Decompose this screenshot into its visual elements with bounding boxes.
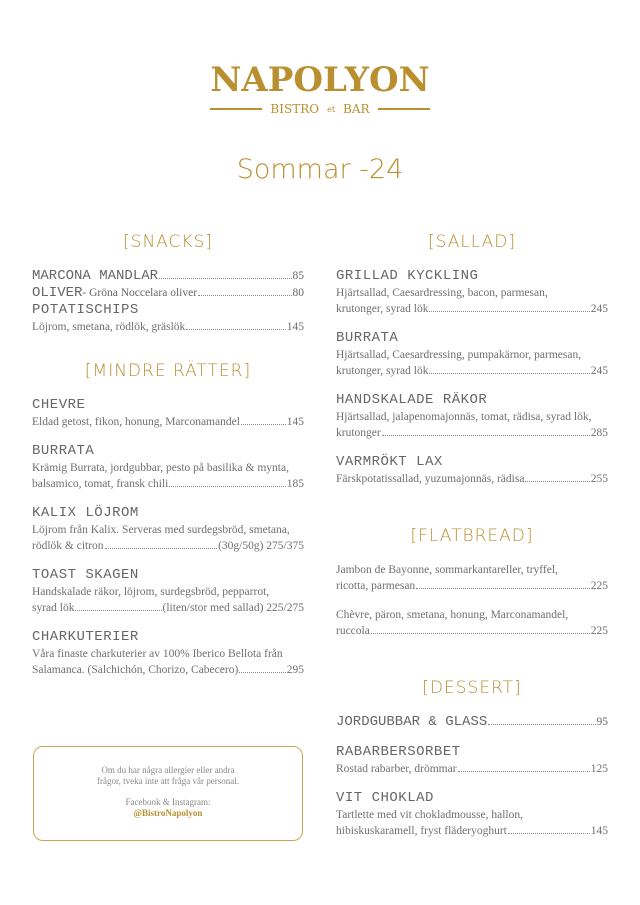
item-name: BURRATA: [32, 443, 95, 459]
dot-leader: [458, 771, 590, 772]
menu-item: [32, 443, 304, 492]
item-price-line: [336, 714, 608, 731]
menu-section: [336, 678, 608, 839]
dot-leader: [488, 724, 595, 725]
menu-item: [336, 744, 608, 777]
item-description: ruccola: [336, 625, 370, 637]
section-title: [DESSERT]: [422, 678, 522, 698]
item-price-line: [336, 823, 608, 839]
menu-item: [336, 562, 608, 594]
item-price-line: [336, 425, 608, 441]
section-title: [FLATBREAD]: [410, 526, 534, 546]
menu-item: [336, 392, 608, 441]
item-price: 225: [590, 580, 608, 592]
item-price-line: [336, 301, 608, 317]
notice-line: frågor, tveka inte att fråga vår personal.: [96, 776, 240, 786]
dot-leader: [186, 329, 285, 330]
item-price: 145: [286, 416, 304, 428]
left-column: [32, 232, 304, 691]
item-price-line: [32, 476, 304, 492]
item-price-line: [32, 268, 304, 285]
item-description: Salamanca. (Salchichón, Chorizo, Cabecero): [32, 664, 239, 676]
item-description: Våra finaste charkuterier av 100% Iberico Bellota från: [32, 648, 283, 660]
dot-leader: [525, 481, 589, 482]
menu-item: [32, 285, 304, 302]
item-description: krutonger, syrad lök: [336, 303, 429, 315]
item-price: 225: [590, 625, 608, 637]
item-name: GRILLAD KYCKLING: [336, 268, 479, 284]
menu-item: [32, 397, 304, 430]
item-description: - Gröna Noccelara oliver: [82, 287, 198, 299]
item-price: 125: [590, 763, 608, 775]
item-description: Löjrom, smetana, rödlök, gräslök: [32, 321, 186, 333]
item-price-line: [336, 623, 608, 639]
item-price-line: [32, 285, 304, 302]
menu-item: [336, 330, 608, 379]
notice-line: Om du har några allergier eller andra: [101, 765, 235, 775]
social-handle: @BistroNapolyon: [133, 808, 203, 818]
item-price-line: [336, 363, 608, 379]
item-price: 245: [590, 365, 608, 377]
menu-section: [32, 361, 304, 678]
menu-item: [32, 302, 304, 335]
item-name: POTATISCHIPS: [32, 302, 139, 318]
section-title: [SNACKS]: [123, 232, 213, 252]
dot-leader: [382, 435, 590, 436]
section-spacer: [32, 335, 304, 361]
item-price: 80: [292, 287, 304, 299]
logo: [0, 60, 640, 116]
dot-leader: [239, 672, 285, 673]
menu-section: [336, 526, 608, 639]
divider: [210, 108, 262, 110]
dot-leader: [198, 295, 291, 296]
item-description: Hjärtsallad, jalapenomajonnäs, tomat, rädisa, syrad lök,: [336, 411, 592, 423]
item-name: KALIX LÖJROM: [32, 505, 139, 521]
item-description: syrad lök: [32, 602, 75, 614]
dot-leader: [169, 486, 285, 487]
divider: [378, 108, 430, 110]
item-price: 285: [590, 427, 608, 439]
item-description: Färskpotatissallad, yuzumajonnäs, rädisa: [336, 473, 525, 485]
dot-leader: [75, 610, 161, 611]
item-description: Hjärtsallad, Caesardressing, bacon, parmesan,: [336, 287, 548, 299]
item-description: rödlök & citron: [32, 540, 104, 552]
menu-item: [336, 268, 608, 317]
social-label: Facebook & Instagram:: [125, 797, 211, 807]
item-price: 255: [590, 473, 608, 485]
item-price: (liten/stor med sallad) 225/275: [162, 602, 304, 614]
item-description: hibiskuskaramell, fryst fläderyoghurt: [336, 825, 507, 837]
dot-leader: [429, 373, 589, 374]
menu-section: [336, 232, 608, 487]
item-name: CHARKUTERIER: [32, 629, 139, 645]
item-description: Chèvre, päron, smetana, honung, Marconamandel,: [336, 609, 569, 621]
item-description: Löjrom från Kalix. Serveras med surdegsbröd, smetana,: [32, 524, 290, 536]
item-price-line: [32, 414, 304, 430]
item-description: krutonger: [336, 427, 381, 439]
item-name: TOAST SKAGEN: [32, 567, 139, 583]
section-title: [MINDRE RÄTTER]: [84, 361, 252, 381]
dot-leader: [105, 548, 218, 549]
dot-leader: [241, 424, 286, 425]
dot-leader: [159, 278, 291, 279]
menu-item: [32, 268, 304, 285]
item-price: 85: [292, 270, 304, 282]
item-price: 295: [286, 664, 304, 676]
dot-leader: [416, 588, 590, 589]
item-description: ricotta, parmesan: [336, 580, 416, 592]
item-price-line: [32, 600, 304, 616]
item-price-line: [336, 578, 608, 594]
dot-leader: [508, 833, 590, 834]
item-name: MARCONA MANDLAR: [32, 268, 159, 284]
right-column: [336, 232, 608, 852]
menu-section: [32, 232, 304, 335]
logo-sub-left: BISTRO: [270, 102, 320, 116]
item-description: Hjärtsallad, Caesardressing, pumpakärnor, parmesan,: [336, 349, 582, 361]
menu-item: [336, 454, 608, 487]
item-description: Handskalade räkor, löjrom, surdegsbröd, pepparrot,: [32, 586, 270, 598]
section-spacer: [336, 652, 608, 678]
item-price-line: [32, 319, 304, 335]
logo-title: NAPOLYON: [210, 60, 430, 100]
section-title: [SALLAD]: [427, 232, 517, 252]
item-name: OLIVER: [32, 285, 83, 301]
item-description: Jambon de Bayonne, sommarkantareller, tryffel,: [336, 564, 558, 576]
item-price: 95: [596, 716, 608, 728]
item-name: HANDSKALADE RÄKOR: [336, 392, 488, 408]
item-price: (30g/50g) 275/375: [218, 540, 304, 552]
item-name: CHEVRE: [32, 397, 86, 413]
item-description: Krämig Burrata, jordgubbar, pesto på basilika & mynta,: [32, 462, 289, 474]
menu-item: [336, 607, 608, 639]
item-name: VIT CHOKLAD: [336, 790, 434, 806]
item-price: 145: [590, 825, 608, 837]
section-spacer: [336, 500, 608, 526]
item-price-line: [32, 538, 304, 554]
item-price: 185: [286, 478, 304, 490]
item-price: 245: [590, 303, 608, 315]
menu-item: [32, 629, 304, 678]
menu-item: [32, 567, 304, 616]
item-name: VARMRÖKT LAX: [336, 454, 443, 470]
item-price-line: [32, 662, 304, 678]
item-description: balsamico, tomat, fransk chili: [32, 478, 169, 490]
item-name: RABARBERSORBET: [336, 744, 461, 760]
dot-leader: [429, 311, 589, 312]
item-description: Eldad getost, fikon, honung, Marconamandel: [32, 416, 240, 428]
menu-item: [32, 505, 304, 554]
season-title: Sommar -24: [236, 154, 404, 185]
item-price-line: [336, 471, 608, 487]
logo-sub-et: et: [327, 104, 336, 114]
dot-leader: [371, 633, 590, 634]
logo-subtitle: [0, 102, 640, 116]
item-name: JORDGUBBAR & GLASS: [336, 714, 488, 730]
menu-item: [336, 790, 608, 839]
item-price: 145: [286, 321, 304, 333]
item-description: Tartlette med vit chokladmousse, hallon,: [336, 809, 523, 821]
item-description: krutonger, syrad lök: [336, 365, 429, 377]
allergy-notice: [33, 746, 303, 841]
item-name: BURRATA: [336, 330, 399, 346]
item-price-line: [336, 761, 608, 777]
menu-item: [336, 714, 608, 731]
item-description: Rostad rabarber, drömmar: [336, 763, 457, 775]
logo-sub-right: BAR: [343, 102, 370, 116]
